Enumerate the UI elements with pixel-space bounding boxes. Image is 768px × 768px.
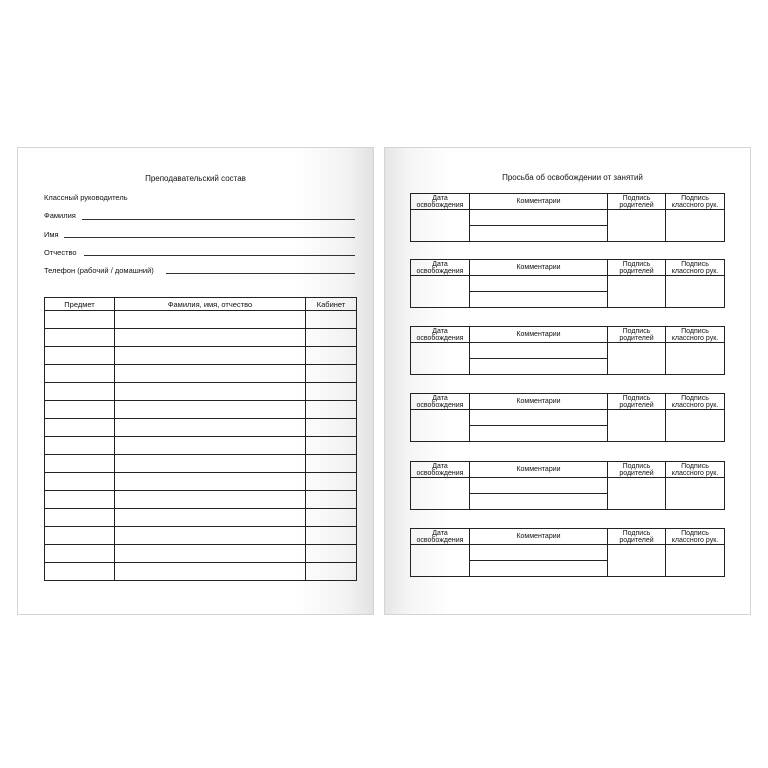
date-cell[interactable] [411, 410, 470, 442]
date-cell[interactable] [411, 478, 470, 510]
date-header-line2: освобождения [416, 334, 464, 342]
table-row [45, 545, 357, 563]
date-header-line1: Дата [432, 327, 448, 335]
full-name-cell[interactable] [115, 401, 306, 419]
date-header-line2: освобождения [416, 267, 464, 275]
comment-line-1[interactable] [470, 478, 608, 494]
room-cell[interactable] [306, 473, 357, 491]
comment-line-1[interactable] [470, 210, 608, 226]
room-cell[interactable] [306, 419, 357, 437]
date-cell[interactable] [411, 210, 470, 242]
teacher-signature-header [666, 194, 725, 210]
date-header [411, 194, 470, 210]
room-cell[interactable] [306, 383, 357, 401]
parents-signature-header [608, 260, 666, 276]
full-name-cell[interactable] [115, 527, 306, 545]
teacher-header-line1: Подпись [681, 327, 709, 335]
full-name-cell[interactable] [115, 347, 306, 365]
subject-cell[interactable] [45, 329, 115, 347]
parents-signature-cell[interactable] [608, 478, 666, 510]
first-name-label: Имя [44, 230, 59, 239]
teacher-signature-cell[interactable] [666, 276, 725, 308]
teacher-signature-cell[interactable] [666, 343, 725, 375]
teacher-header-line1: Подпись [681, 529, 709, 537]
teacher-signature-cell[interactable] [666, 210, 725, 242]
date-cell[interactable] [411, 545, 470, 577]
date-header [411, 529, 470, 545]
subject-cell[interactable] [45, 563, 115, 581]
full-name-header: Фамилия, имя, отчество [115, 298, 306, 311]
teacher-header-line2: классного рук. [671, 334, 719, 342]
full-name-cell[interactable] [115, 419, 306, 437]
teacher-signature-header [666, 327, 725, 343]
comments-header [470, 462, 608, 478]
full-name-cell[interactable] [115, 455, 306, 473]
date-header [411, 394, 470, 410]
full-name-cell[interactable] [115, 509, 306, 527]
room-cell[interactable] [306, 527, 357, 545]
page-title: Преподавательский состав [145, 174, 246, 183]
date-header [411, 462, 470, 478]
room-cell[interactable] [306, 545, 357, 563]
comments-header-label: Комментарии [516, 264, 561, 271]
class-teacher-label: Классный руководитель [44, 193, 128, 202]
table-row [45, 401, 357, 419]
teacher-header-line2: классного рук. [671, 201, 719, 209]
release-request-block [410, 528, 725, 577]
table-row [45, 329, 357, 347]
room-cell[interactable] [306, 455, 357, 473]
date-cell[interactable] [411, 276, 470, 308]
date-header-line1: Дата [432, 529, 448, 537]
phone-line [166, 273, 355, 274]
parents-header-line2: родителей [619, 201, 654, 209]
parents-header-line2: родителей [619, 334, 654, 342]
comments-header [470, 529, 608, 545]
teacher-signature-cell[interactable] [666, 410, 725, 442]
date-header-line1: Дата [432, 462, 448, 470]
subject-cell[interactable] [45, 311, 115, 329]
subject-cell[interactable] [45, 347, 115, 365]
comment-line-2[interactable] [470, 359, 608, 375]
subject-cell[interactable] [45, 491, 115, 509]
page-title: Просьба об освобождении от занятий [502, 173, 643, 182]
teacher-header-line2: классного рук. [671, 536, 719, 544]
parents-signature-header [608, 529, 666, 545]
full-name-cell[interactable] [115, 545, 306, 563]
table-row [45, 365, 357, 383]
date-header-line1: Дата [432, 394, 448, 402]
subject-cell[interactable] [45, 473, 115, 491]
teacher-header-line2: классного рук. [671, 469, 719, 477]
teacher-header-line1: Подпись [681, 462, 709, 470]
parents-header-line2: родителей [619, 401, 654, 409]
table-row [45, 491, 357, 509]
parents-header-line1: Подпись [622, 260, 651, 268]
patronymic-line [84, 255, 355, 256]
parents-signature-cell[interactable] [608, 545, 666, 577]
staff-table [44, 297, 357, 581]
full-name-cell[interactable] [115, 311, 306, 329]
parents-header-line2: родителей [619, 267, 654, 275]
subject-header: Предмет [45, 298, 115, 311]
comment-line-2[interactable] [470, 226, 608, 242]
room-cell[interactable] [306, 347, 357, 365]
comment-line-1[interactable] [470, 343, 608, 359]
full-name-cell[interactable] [115, 563, 306, 581]
teacher-header-line1: Подпись [681, 394, 709, 402]
table-row [45, 563, 357, 581]
left-page [17, 147, 374, 615]
patronymic-label: Отчество [44, 248, 77, 257]
release-request-block [410, 326, 725, 375]
comments-header-label: Комментарии [516, 533, 561, 540]
date-header-line2: освобождения [416, 201, 464, 209]
staff-table-header [45, 298, 357, 311]
release-request-block [410, 259, 725, 308]
parents-header-line1: Подпись [622, 394, 651, 402]
parents-header-line1: Подпись [622, 194, 651, 202]
date-header [411, 260, 470, 276]
date-header-line1: Дата [432, 260, 448, 268]
comment-line-1[interactable] [470, 276, 608, 292]
comments-header [470, 260, 608, 276]
teacher-signature-header [666, 260, 725, 276]
comments-header-label: Комментарии [516, 331, 561, 338]
room-cell[interactable] [306, 563, 357, 581]
table-row [45, 527, 357, 545]
room-cell[interactable] [306, 491, 357, 509]
comments-header [470, 327, 608, 343]
subject-cell[interactable] [45, 455, 115, 473]
comment-line-1[interactable] [470, 545, 608, 561]
staff-table-body [45, 311, 357, 581]
subject-cell[interactable] [45, 527, 115, 545]
full-name-cell[interactable] [115, 365, 306, 383]
subject-cell[interactable] [45, 419, 115, 437]
table-row [45, 311, 357, 329]
subject-cell[interactable] [45, 383, 115, 401]
release-request-block [410, 461, 725, 510]
date-cell[interactable] [411, 343, 470, 375]
parents-signature-header [608, 394, 666, 410]
full-name-cell[interactable] [115, 437, 306, 455]
parents-header-line2: родителей [619, 536, 654, 544]
date-header-line1: Дата [432, 194, 448, 202]
table-row [45, 347, 357, 365]
teacher-signature-header [666, 529, 725, 545]
parents-header-line1: Подпись [622, 327, 651, 335]
full-name-cell[interactable] [115, 329, 306, 347]
parents-signature-cell[interactable] [608, 343, 666, 375]
surname-label: Фамилия [44, 211, 76, 220]
room-cell[interactable] [306, 365, 357, 383]
first-name-line [64, 237, 355, 238]
date-header-line2: освобождения [416, 469, 464, 477]
comment-line-1[interactable] [470, 410, 608, 426]
full-name-cell[interactable] [115, 383, 306, 401]
right-page [384, 147, 751, 615]
parents-header-line2: родителей [619, 469, 654, 477]
teacher-signature-header [666, 462, 725, 478]
teacher-signature-cell[interactable] [666, 545, 725, 577]
date-header-line2: освобождения [416, 536, 464, 544]
subject-cell[interactable] [45, 509, 115, 527]
date-header [411, 327, 470, 343]
table-row [45, 419, 357, 437]
teacher-header-line1: Подпись [681, 260, 709, 268]
subject-cell[interactable] [45, 545, 115, 563]
release-request-block [410, 393, 725, 442]
comments-header-label: Комментарии [516, 398, 561, 405]
teacher-header-line2: классного рук. [671, 401, 719, 409]
room-cell[interactable] [306, 311, 357, 329]
surname-line [82, 219, 355, 220]
parents-signature-cell[interactable] [608, 410, 666, 442]
comment-line-2[interactable] [470, 426, 608, 442]
teacher-header-line1: Подпись [681, 194, 709, 202]
subject-cell[interactable] [45, 401, 115, 419]
release-request-block [410, 193, 725, 242]
comment-line-2[interactable] [470, 494, 608, 510]
teacher-signature-cell[interactable] [666, 478, 725, 510]
room-cell[interactable] [306, 401, 357, 419]
parents-signature-cell[interactable] [608, 210, 666, 242]
comments-header-label: Комментарии [516, 466, 561, 473]
table-row [45, 383, 357, 401]
full-name-cell[interactable] [115, 491, 306, 509]
teacher-signature-header [666, 394, 725, 410]
subject-cell[interactable] [45, 437, 115, 455]
parents-header-line1: Подпись [622, 529, 651, 537]
phone-label: Телефон (рабочий / домашний) [44, 266, 154, 275]
table-row [45, 473, 357, 491]
teacher-header-line2: классного рук. [671, 267, 719, 275]
comments-header-label: Комментарии [516, 198, 561, 205]
comment-line-2[interactable] [470, 561, 608, 577]
table-row [45, 455, 357, 473]
room-cell[interactable] [306, 329, 357, 347]
comments-header [470, 394, 608, 410]
subject-cell[interactable] [45, 365, 115, 383]
parents-signature-cell[interactable] [608, 276, 666, 308]
comment-line-2[interactable] [470, 292, 608, 308]
room-cell[interactable] [306, 437, 357, 455]
table-row [45, 509, 357, 527]
date-header-line2: освобождения [416, 401, 464, 409]
comments-header [470, 194, 608, 210]
parents-header-line1: Подпись [622, 462, 651, 470]
parents-signature-header [608, 327, 666, 343]
parents-signature-header [608, 194, 666, 210]
room-header: Кабинет [306, 298, 357, 311]
room-cell[interactable] [306, 509, 357, 527]
parents-signature-header [608, 462, 666, 478]
table-row [45, 437, 357, 455]
full-name-cell[interactable] [115, 473, 306, 491]
